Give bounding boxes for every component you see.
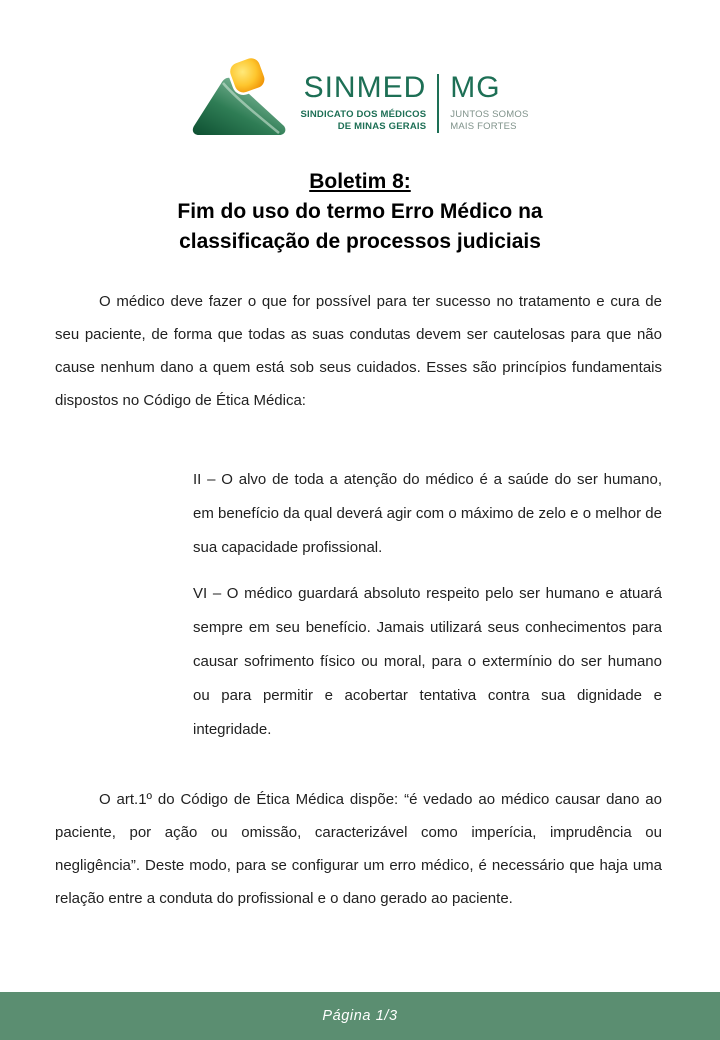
logo-text-block — [300, 70, 529, 133]
logo-tagline-line1: SINDICATO DOS MÉDICOS — [300, 108, 427, 120]
paragraph-intro: O médico deve fazer o que for possível para ter sucesso no tratamento e cura de seu paciente, de forma que todas as suas condutas devem ser cautelosas para que não cause nenhum dano a quem está sob seus cuidados. Esses são princípios fundamentais dispostos no Código de Ética Médica: — [55, 293, 662, 409]
document-title — [40, 167, 680, 257]
quote-principle-II: II – O alvo de toda a atenção do médico é a saúde do ser humano, em benefício da qual deverá agir com o máximo de zelo e o melhor de sua capacidade profissional. — [193, 471, 662, 556]
paragraph-article-1: O art.1º do Código de Ética Médica dispõe: “é vedado ao médico causar dano ao paciente, por ação ou omissão, caracterizável como imperícia, imprudência ou negligência”. Deste modo, para se configurar um erro médico, é necessário que haja uma relação entre a conduta do profissional e o dano gerado ao paciente. — [55, 791, 662, 907]
logo-tagline — [300, 109, 426, 133]
logo-left-column — [300, 70, 427, 133]
mountain-sun-icon — [191, 55, 287, 139]
logo-tagline-line2: DE MINAS GERAIS — [337, 120, 427, 132]
logo-motto-line1: JUNTOS SOMOS — [450, 108, 529, 120]
logo-wordmark: SINMED — [303, 70, 427, 104]
page-number: Página 1/3 — [322, 1008, 398, 1024]
title-line-2: Fim do uso do termo Erro Médico na — [177, 200, 543, 223]
logo-divider — [437, 74, 439, 133]
footer-bar — [0, 992, 720, 1040]
logo-region: MG — [450, 70, 501, 104]
logo-motto — [450, 109, 528, 133]
sinmed-logo — [0, 54, 720, 140]
quote-principle-VI: VI – O médico guardará absoluto respeito pelo ser humano e atuará sempre em seu benefício. Jamais utilizará seus conhecimentos para causar sofrimento físico ou moral, para o extermínio do ser humano ou para permitir e acobertar tentativa contra sua dignidade e integridade. — [193, 585, 662, 738]
title-line-1: Boletim 8: — [309, 170, 411, 193]
logo-right-column — [450, 70, 529, 133]
logo-motto-line2: MAIS FORTES — [450, 120, 517, 132]
title-line-3: classificação de processos judiciais — [179, 230, 541, 253]
